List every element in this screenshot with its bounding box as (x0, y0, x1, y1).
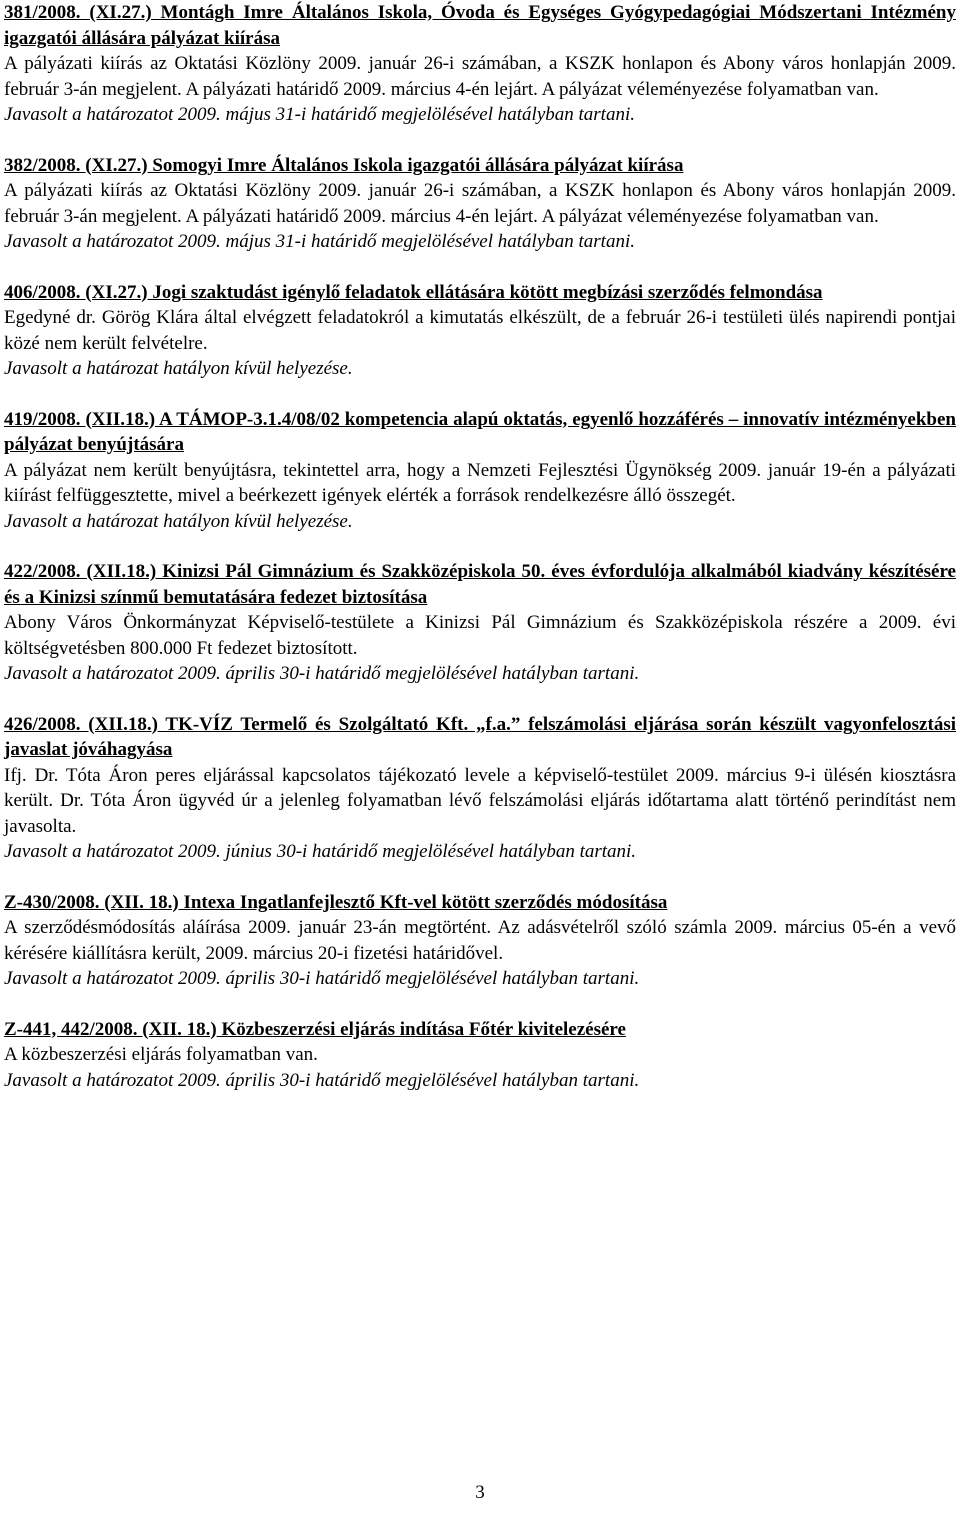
resolution-title (4, 1017, 956, 1043)
resolution-section (4, 0, 956, 128)
document-page (4, 0, 956, 1118)
resolution-subject: Kinizsi Pál Gimnázium és Szakközépiskola 50. éves évfordulója alkalmából kiadvány készítésére és a Kinizsi színmű bemutatására fedezet biztosítása (4, 561, 956, 608)
resolution-title (4, 712, 956, 763)
resolution-section (4, 407, 956, 535)
resolution-recommendation: Javasolt a határozatot 2009. április 30-i határidő megjelölésével hatályban tartani. (4, 663, 640, 684)
resolution-recommendation: Javasolt a határozatot 2009. május 31-i határidő megjelölésével hatályban tartani. (4, 104, 635, 125)
resolution-body: A szerződésmódosítás aláírása 2009. január 23-án megtörtént. Az adásvételről szóló számla 2009. március 05-én a vevő kérésére kiállításra került, 2009. március 20-i fizetési határidővel. (4, 917, 956, 964)
resolution-recommendation: Javasolt a határozat hatályon kívül helyezése. (4, 510, 353, 532)
resolution-subject: Közbeszerzési eljárás indítása Főtér kivitelezésére (216, 1018, 626, 1040)
resolution-title (4, 280, 956, 306)
resolution-recommendation: Javasolt a határozat hatályon kívül helyezése. (4, 358, 353, 379)
page-number: 3 (475, 1482, 485, 1503)
resolution-number: 382/2008. (XI.27.) (4, 154, 148, 176)
resolution-subject: Montágh Imre Általános Iskola, Óvoda és Egységes Gyógypedagógiai Módszertani Intézmény igazgatói állására pályázat kiírása (4, 2, 956, 49)
resolution-title (4, 559, 956, 610)
resolution-body: Egedyné dr. Görög Klára által elvégzett feladatokról a kimutatás elkészült, de a február 26-i testületi ülés napirendi pontjai közé nem került felvételre. (4, 307, 956, 354)
resolution-number: 419/2008. (XII.18.) (4, 408, 156, 430)
resolution-subject: Intexa Ingatlanfejlesztő Kft-vel kötött szerződés módosítása (178, 891, 668, 913)
resolution-number: 381/2008. (XI.27.) (4, 2, 152, 23)
resolution-section (4, 280, 956, 382)
resolution-section (4, 1017, 956, 1094)
resolution-body: Ifj. Dr. Tóta Áron peres eljárással kapcsolatos tájékozató levele a képviselő-testület 2009. március 9-i ülésén kiosztásra került. Dr. Tóta Áron ügyvéd úr a jelenleg folyamatban lévő felszámolási eljárás időtartama alatt történő perindítást nem javasolta. (4, 764, 956, 837)
resolution-subject: A TÁMOP-3.1.4/08/02 kompetencia alapú oktatás, egyenlő hozzáférés – innovatív intézményekben pályázat benyújtására (4, 408, 956, 455)
resolution-recommendation: Javasolt a határozatot 2009. április 30-i határidő megjelölésével hatályban tartani. (4, 968, 640, 989)
resolution-number: 426/2008. (XII.18.) (4, 713, 158, 735)
resolution-number: Z-441, 442/2008. (XII. 18.) (4, 1018, 217, 1040)
resolution-subject: Somogyi Imre Általános Iskola igazgatói állására pályázat kiírása (147, 154, 684, 176)
resolution-body: A pályázati kiírás az Oktatási Közlöny 2009. január 26-i számában, a KSZK honlapon és Abony város honlapján 2009. február 3-án megjelent. A pályázati határidő 2009. március 4-én lejárt. A pályázat véleményezése folyamatban van. (4, 180, 956, 227)
resolution-title (4, 153, 956, 179)
resolution-recommendation: Javasolt a határozatot 2009. április 30-i határidő megjelölésével hatályban tartani. (4, 1069, 640, 1091)
resolution-body: A pályázat nem került benyújtásra, tekintettel arra, hogy a Nemzeti Fejlesztési Ügynökség 2009. január 19-én a pályázati kiírást felfüggesztette, mivel a beérkezett igények elérték a források rendelkezésre álló összegét. (4, 459, 956, 506)
resolution-recommendation: Javasolt a határozatot 2009. június 30-i határidő megjelölésével hatályban tartani. (4, 841, 637, 862)
resolution-number: Z-430/2008. (XII. 18.) (4, 891, 179, 913)
resolution-title (4, 0, 956, 51)
resolution-recommendation: Javasolt a határozatot 2009. május 31-i határidő megjelölésével hatályban tartani. (4, 231, 635, 252)
resolution-number: 406/2008. (XI.27.) (4, 281, 148, 303)
resolution-subject: Jogi szaktudást igénylő feladatok ellátására kötött megbízási szerződés felmondása (147, 281, 823, 303)
resolution-section (4, 559, 956, 687)
resolution-section (4, 712, 956, 865)
resolution-section (4, 153, 956, 255)
resolution-number: 422/2008. (XII.18.) (4, 561, 157, 582)
resolution-title (4, 890, 956, 916)
resolution-title (4, 407, 956, 458)
resolution-section (4, 890, 956, 992)
resolution-body: Abony Város Önkormányzat Képviselő-testülete a Kinizsi Pál Gimnázium és Szakközépiskola részére a 2009. évi költségvetésben 800.000 Ft fedezet biztosított. (4, 612, 956, 659)
resolution-subject: TK-VÍZ Termelő és Szolgáltató Kft. „f.a.” felszámolási eljárása során készült vagyonfelosztási javaslat jóváhagyása (4, 713, 956, 760)
resolution-body: A pályázati kiírás az Oktatási Közlöny 2009. január 26-i számában, a KSZK honlapon és Abony város honlapján 2009. február 3-án megjelent. A pályázati határidő 2009. március 4-én lejárt. A pályázat véleményezése folyamatban van. (4, 53, 956, 100)
resolution-body: A közbeszerzési eljárás folyamatban van. (4, 1044, 318, 1065)
